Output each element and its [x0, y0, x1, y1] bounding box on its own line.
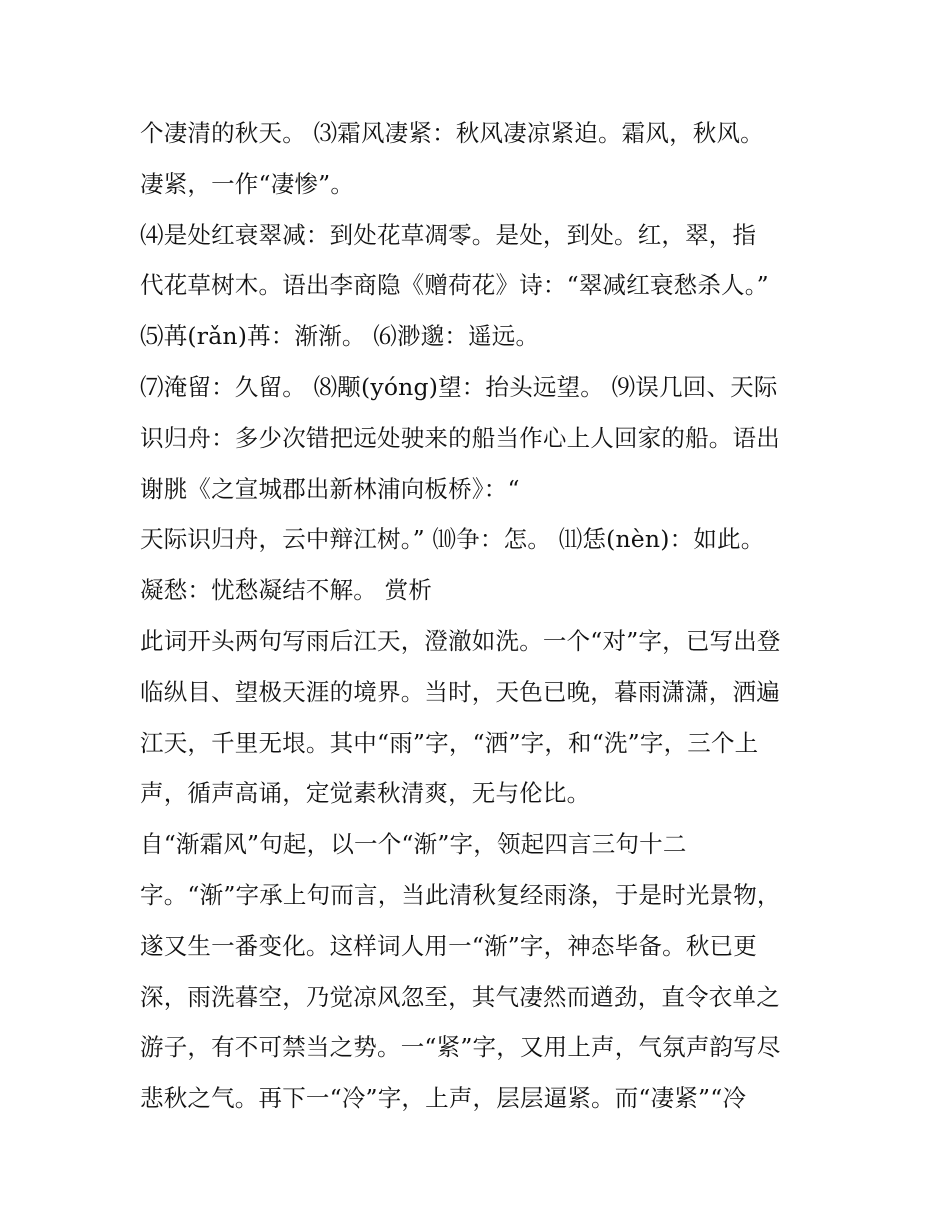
text-line: 游子，有不可禁当之势。一“紧”字，又用上声，气氛声韵写尽: [140, 1033, 781, 1062]
text-line: 临纵目、望极天涯的境界。当时，天色已晚，暮雨潇潇，洒遍: [140, 677, 780, 706]
text-line: 天际识归舟，云中辩江树。” ⑽争：怎。 ⑾恁(nèn)：如此。: [140, 525, 765, 554]
text-line: 凝愁：忧愁凝结不解。 赏析: [140, 576, 433, 605]
text-line: 字。“渐”字承上句而言，当此清秋复经雨涤，于是时光景物，: [140, 880, 781, 909]
text-line: 凄紧，一作“凄惨”。: [140, 169, 355, 198]
text-line: 谢朓《之宣城郡出新林浦向板桥》：“: [140, 474, 520, 503]
text-line: 代花草树木。语出李商隐《赠荷花》诗：“翠减红衰愁杀人。”: [140, 271, 769, 300]
text-line: 此词开头两句写雨后江天，澄澈如洗。一个“对”字，已写出登: [140, 626, 781, 655]
text-line: 识归舟：多少次错把远处驶来的船当作心上人回家的船。语出: [140, 423, 780, 452]
text-line: 深，雨洗暮空，乃觉凉风忽至，其气凄然而遒劲，直令衣单之: [140, 982, 780, 1011]
text-line: 江天，千里无垠。其中“雨”字，“洒”字，和“洗”字，三个上: [140, 728, 759, 757]
text-line: ⑷是处红衰翠减：到处花草凋零。是处，到处。红，翠，指: [140, 220, 757, 249]
text-line: ⑺淹留：久留。 ⑻颙(yóng)望：抬头远望。 ⑼误几回、天际: [140, 372, 778, 401]
text-line: 个凄清的秋天。 ⑶霜风凄紧：秋风凄凉紧迫。霜风，秋风。: [140, 119, 764, 147]
text-line: 遂又生一番变化。这样词人用一“渐”字，神态毕备。秋已更: [140, 931, 757, 960]
text-line: ⑸苒(rǎn)苒：渐渐。 ⑹渺邈：遥远。: [140, 322, 540, 351]
text-line: 声，循声高诵，定觉素秋清爽，无与伦比。: [140, 779, 591, 808]
text-line: 悲秋之气。再下一“冷”字，上声，层层逼紧。而“凄紧”“冷: [140, 1084, 747, 1113]
document-text-block: [140, 108, 820, 1124]
text-line: 自“渐霜风”句起，以一个“渐”字，领起四言三句十二: [140, 830, 687, 859]
